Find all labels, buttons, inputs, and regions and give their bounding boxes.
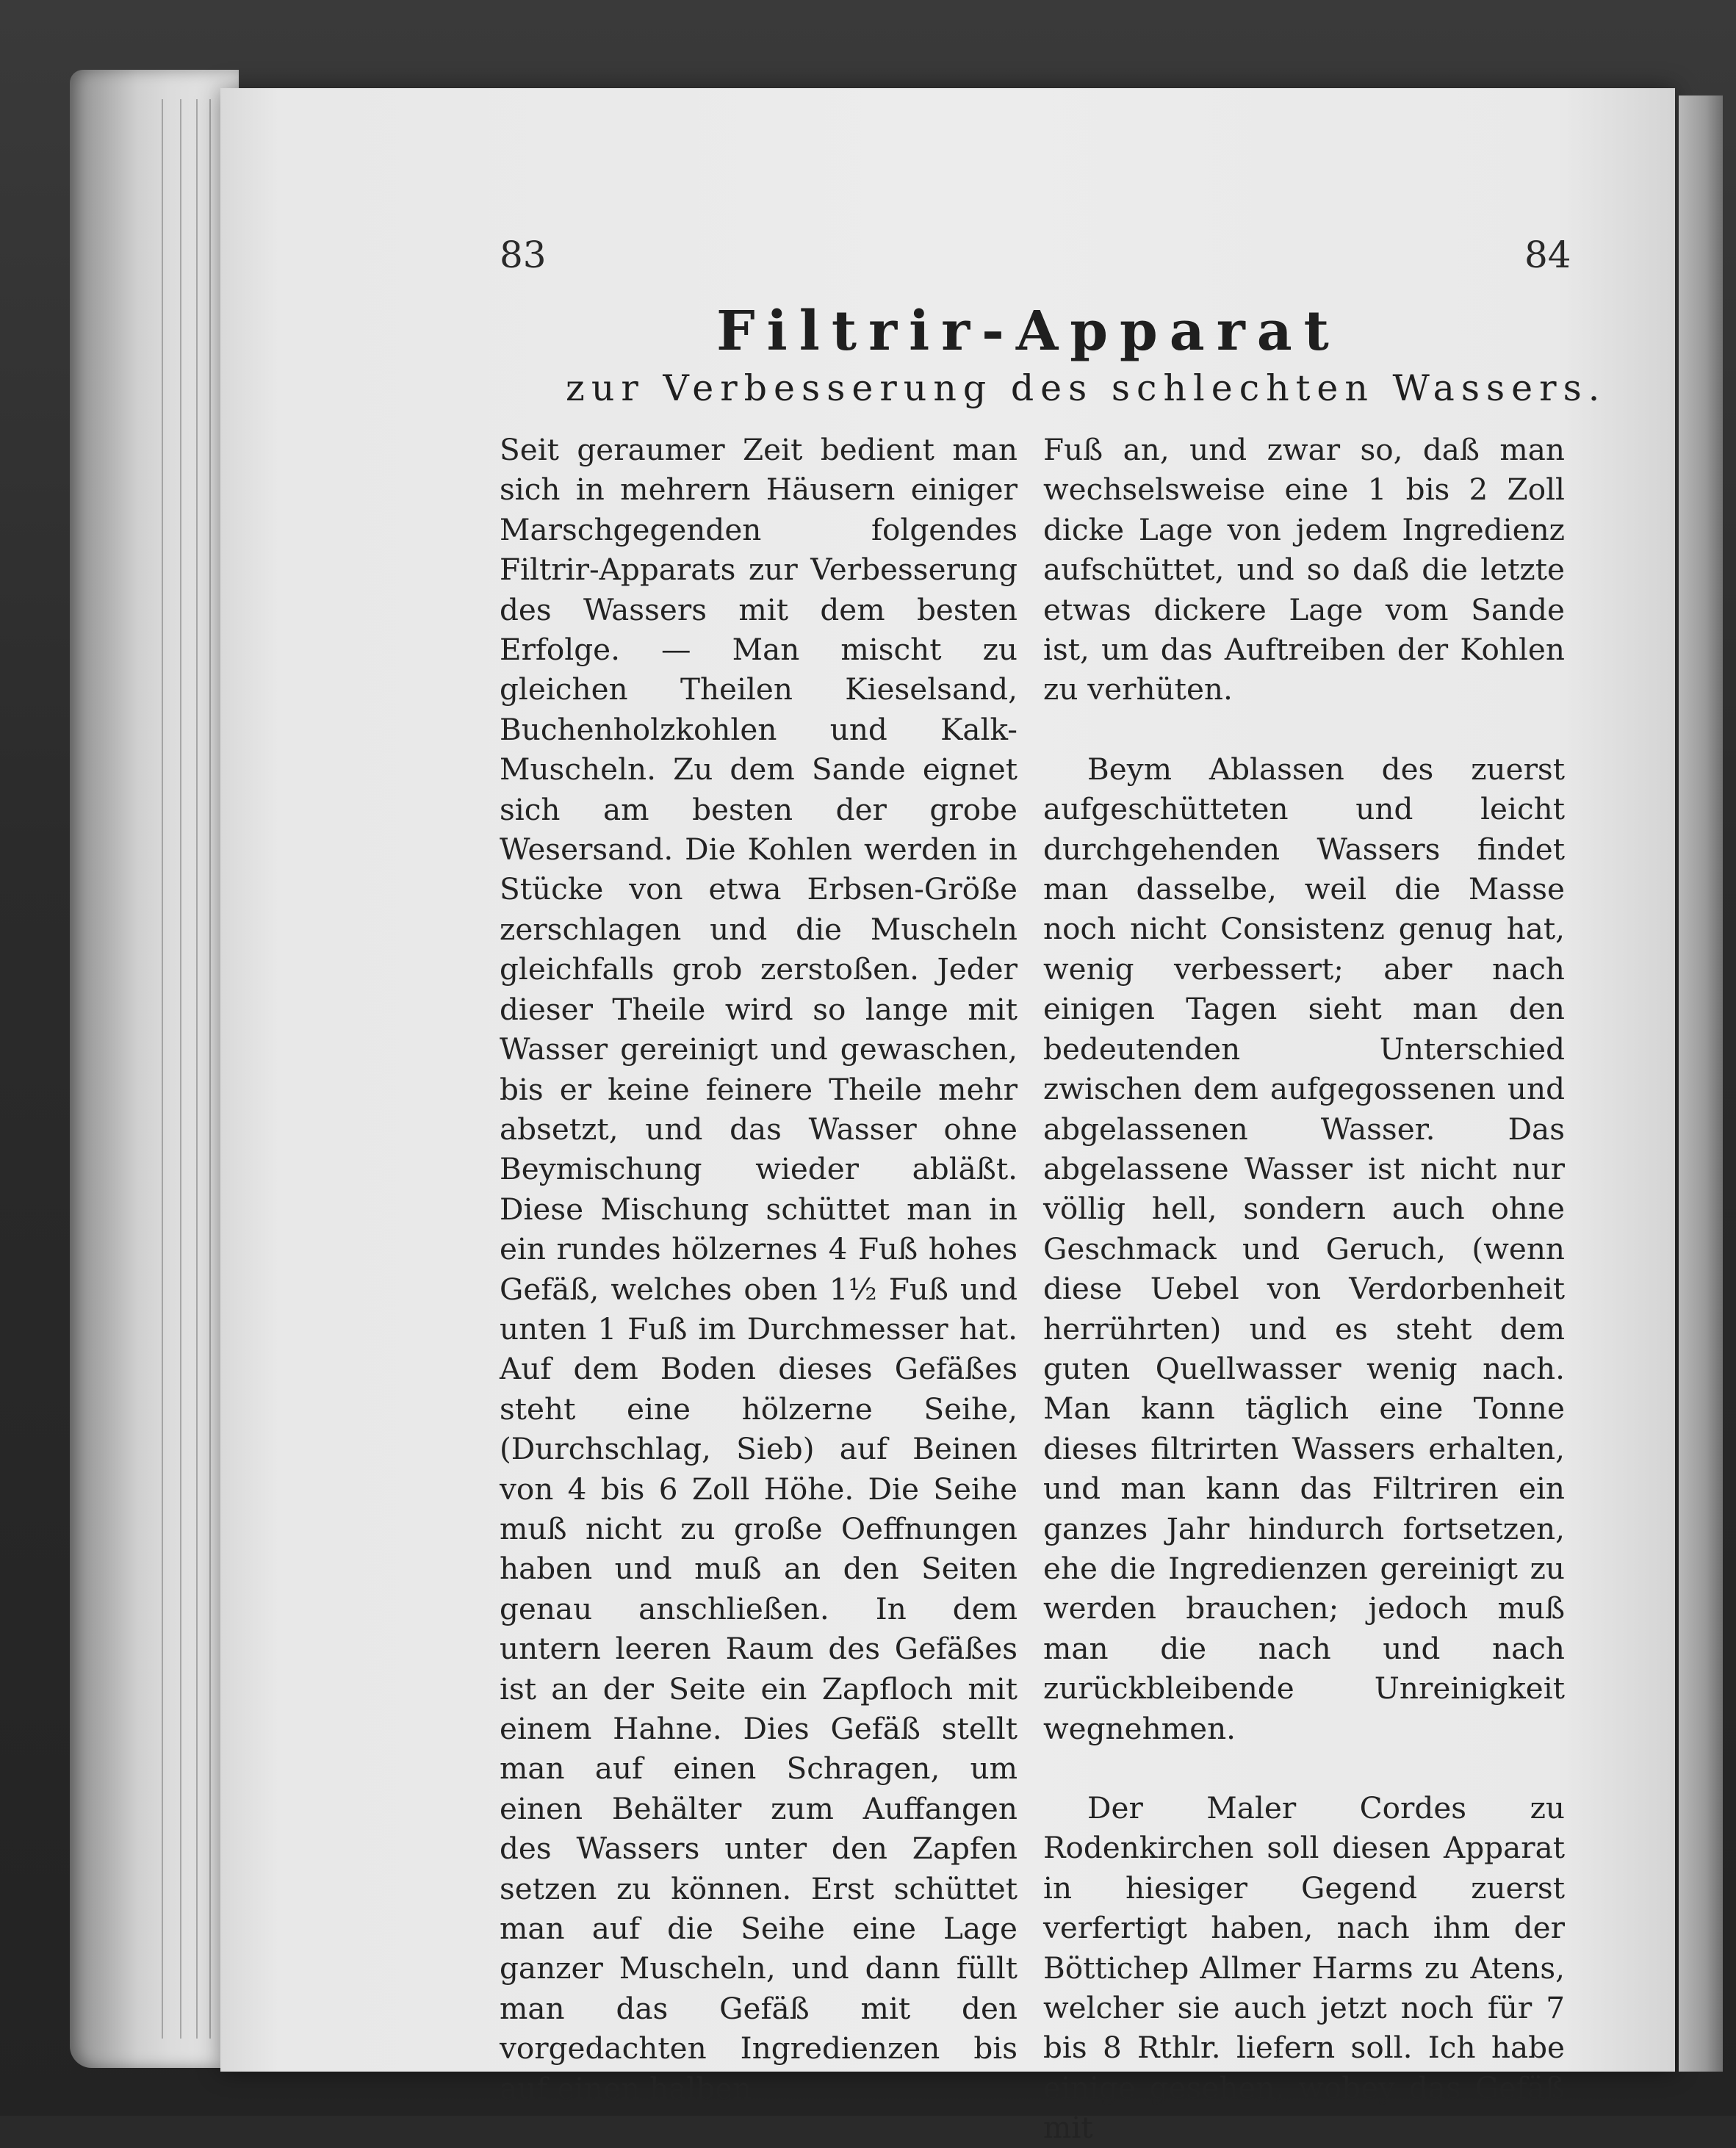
paragraph: Fuß an, und zwar so, daß man wechselsweise eine 1 bis 2 Zoll dicke Lage von jedem Ingredienz aufschüttet, und so daß die letzte etwas dickere Lage vom Sande ist, um das Auftreiben der Kohlen zu verhüten.	[1043, 432, 1565, 707]
right-page-edge	[1679, 95, 1723, 2072]
paragraph: Beym Ablassen des zuerst aufgeschütteten und leicht durchgehenden Wassers findet man dasselbe, weil die Masse noch nicht Consistenz genug hat, wenig verbessert; aber nach einigen Tagen sieht man den bedeutenden Unterschied zwischen dem aufgegossenen und abgelassenen Wasser. Das abgelassene Wasser ist nicht nur völlig hell, sondern auch ohne Geschmack und Geruch, (wenn diese Uebel von Verdorbenheit herrührten) und es steht dem guten Quellwasser wenig nach. Man kann täglich eine Tonne dieses filtrirten Wassers erhalten, und man kann das Filtriren ein ganzes Jahr hindurch fortsetzen, ehe die Ingredienzen gereinigt zu werden brauchen; jedoch muß man die nach und nach zurückbleibende Unreinigkeit wegnehmen.	[1043, 751, 1565, 1746]
page-stack-edges	[70, 70, 239, 2068]
article-title: Filtrir-Apparat	[716, 300, 1341, 363]
paragraph: Der Maler Cordes zu Rodenkirchen soll diesen Apparat in hiesiger Gegend zuerst verfertigt haben, nach ihm der Böttichер Allmer Harms zu Atens, welcher sie auch jetzt noch für 7 bis 8 Rthlr. liefern soll. Ich habe einige gesehen, wobey das Gefäß mit	[1043, 1790, 1565, 2146]
page-number-left: 83	[500, 234, 547, 276]
paragraph: Seit geraumer Zeit bedient man sich in mehrern Häusern einiger Marschgegenden folgendes Filtrir-Apparats zur Verbesserung des Wassers mit dem besten Erfolge. — Man mischt zu gleichen Theilen Kieselsand, Buchenholzkohlen und Kalk-Muscheln. Zu dem Sande eignet sich am besten der grobe Wesersand. Die Kohlen werden in Stücke von etwa Erbsen-Größe zerschlagen und die Muscheln gleichfalls grob zerstoßen. Jeder dieser Theile wird so lange mit Wasser gereinigt und gewaschen, bis er keine feinere Theile mehr absetzt, und das Wasser ohne Beymischung wieder abläßt. Diese Mischung schüttet man in ein rundes hölzernes 4 Fuß hohes Gefäß, welches oben 1½ Fuß und unten 1 Fuß im Durchmesser hat. Auf dem Boden dieses Gefäßes steht eine hölzerne Seihe, (Durchschlag, Sieb) auf Beinen von 4 bis 6 Zoll Höhe. Die Seihe muß nicht zu große Oeffnungen haben und muß an den Seiten genau anschließen. In dem untern leeren Raum des Gefäßes ist an der Seite ein Zapfloch mit einem Hahne. Dies Gefäß stellt man auf einen Schragen, um einen Behälter zum Auffangen des Wassers unter den Zapfen setzen zu können. Erst schüttet man auf die Seihe eine Lage ganzer Muscheln, und dann füllt man das Gefäß mit den vorgedachten Ingredienzen bis auf einen halben	[500, 432, 1018, 2106]
page-edge-line	[180, 99, 181, 2039]
page-edge-line	[209, 99, 211, 2039]
page-edge-line	[162, 99, 163, 2039]
text-column-right	[1043, 430, 1565, 2148]
page-edge-line	[196, 99, 198, 2039]
text-column-left	[500, 430, 1018, 2108]
page-number-right: 84	[1524, 234, 1571, 276]
article-subtitle: zur Verbesserung des schlechten Wassers.	[566, 367, 1607, 409]
